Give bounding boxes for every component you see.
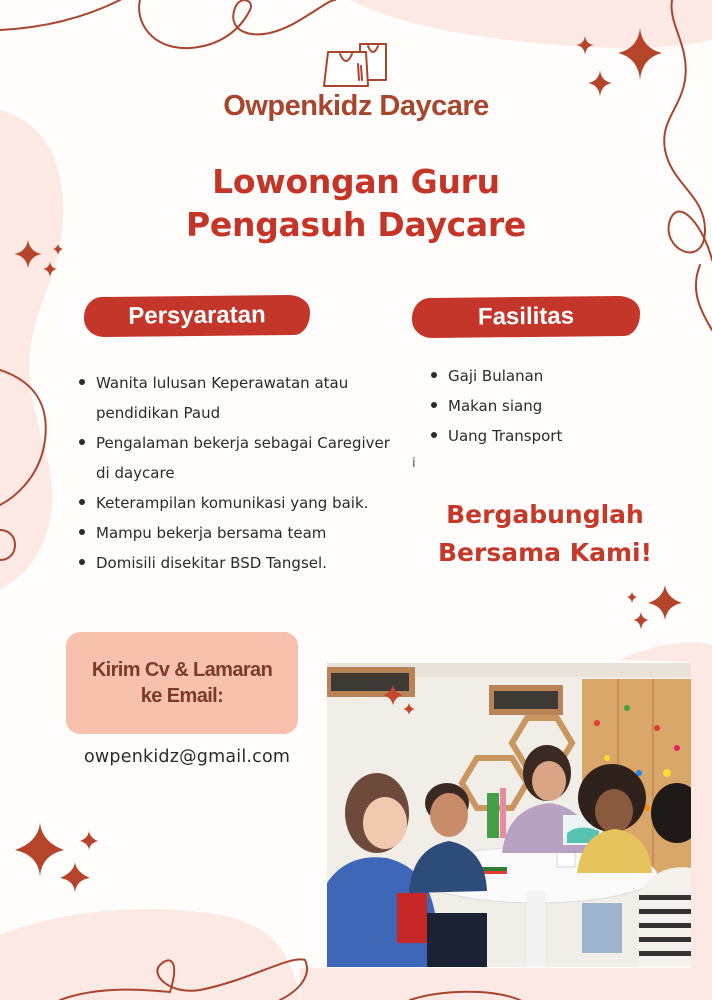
brand-name: Owpenkidz Daycare bbox=[223, 90, 489, 122]
sparkle-icon bbox=[43, 262, 57, 277]
contact-label-line-2: ke Email: bbox=[140, 685, 224, 707]
sparkle-icon bbox=[576, 36, 594, 55]
requirement-item: Keterampilan komunikasi yang baik. bbox=[76, 488, 406, 518]
sparkle-icon bbox=[60, 862, 90, 893]
sparkle-icon bbox=[633, 612, 649, 630]
cta-line-1: Bergabunglah bbox=[446, 500, 644, 529]
shopping-bags-icon bbox=[322, 42, 392, 88]
sparkle-icon bbox=[648, 585, 682, 620]
requirement-item: Domisili disekitar BSD Tangsel. bbox=[76, 548, 406, 578]
job-headline bbox=[0, 160, 712, 246]
bottom-blob bbox=[0, 909, 300, 1000]
contact-label-line-1: Kirim Cv & Lamaran bbox=[91, 659, 273, 681]
facilities-heading: Fasilitas bbox=[412, 296, 640, 338]
bottom-right-blob bbox=[300, 968, 712, 1000]
classroom-photo bbox=[327, 663, 691, 967]
facility-item: Gaji Bulanan bbox=[428, 361, 688, 391]
requirement-item: Pengalaman bekerja sebagai Caregiver di daycare bbox=[76, 428, 406, 488]
top-left-swirl bbox=[0, 0, 335, 48]
headline-line-1: Lowongan Guru bbox=[212, 162, 500, 201]
requirements-heading: Persyaratan bbox=[84, 295, 310, 337]
call-to-action bbox=[410, 496, 680, 572]
contact-label-box bbox=[66, 632, 298, 734]
sparkle-icon bbox=[618, 28, 662, 80]
sparkle-icon bbox=[627, 592, 637, 603]
sparkle-icon bbox=[15, 823, 64, 876]
headline-line-2: Pengasuh Daycare bbox=[186, 205, 526, 244]
requirements-list bbox=[76, 368, 406, 578]
facility-item: Uang Transport bbox=[428, 421, 688, 451]
stray-text-mark: i bbox=[412, 456, 416, 471]
bottom-left-swirl bbox=[60, 959, 307, 1000]
facility-item: Makan siang bbox=[428, 391, 688, 421]
top-right-blob bbox=[350, 0, 712, 48]
cta-line-2: Bersama Kami! bbox=[438, 538, 652, 567]
requirement-item: Wanita lulusan Keperawatan atau pendidikan Paud bbox=[76, 368, 406, 428]
bottom-right-swirl bbox=[410, 992, 520, 1000]
right-lower-swirl bbox=[696, 265, 712, 330]
contact-email[interactable]: owpenkidz@gmail.com bbox=[84, 747, 291, 767]
sparkle-icon bbox=[80, 831, 98, 850]
facilities-list bbox=[428, 361, 688, 451]
left-swirl bbox=[0, 370, 46, 560]
requirement-item: Mampu bekerja bersama team bbox=[76, 518, 406, 548]
